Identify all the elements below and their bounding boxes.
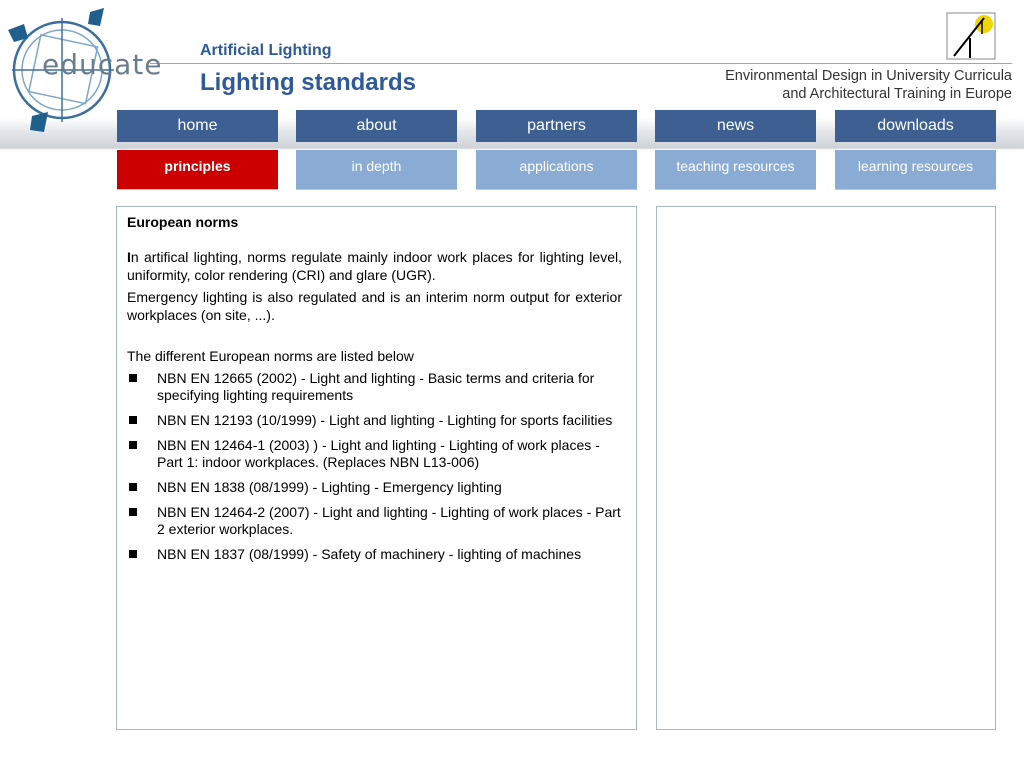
main-content-panel	[116, 206, 637, 730]
corner-logo-icon[interactable]	[946, 12, 996, 60]
intro-initial: I	[127, 249, 131, 265]
norm-text: NBN EN 1838 (08/1999) - Lighting - Emergency lighting	[157, 479, 502, 495]
side-panel	[656, 206, 996, 730]
norms-list	[127, 370, 622, 563]
list-item	[127, 479, 622, 496]
list-item	[127, 412, 622, 429]
list-item	[127, 504, 622, 538]
bullet-square-icon	[129, 374, 137, 382]
list-intro: The different European norms are listed below	[127, 348, 414, 364]
subnav-applications[interactable]: applications	[476, 150, 637, 190]
org-line-2: and Architectural Training in Europe	[782, 86, 1012, 102]
emergency-paragraph: Emergency lighting is also regulated and is an interim norm output for exterior workplaces (on site, ...).	[127, 289, 622, 323]
intro-paragraph	[127, 248, 622, 284]
list-item	[127, 546, 622, 563]
logo-text: educate	[42, 48, 163, 81]
nav-downloads[interactable]: downloads	[835, 110, 996, 142]
norm-text: NBN EN 12665 (2002) - Light and lighting - Basic terms and criteria for specifying lighting requirements	[157, 370, 595, 403]
nav-about[interactable]: about	[296, 110, 457, 142]
bullet-square-icon	[129, 550, 137, 558]
subnav-in-depth[interactable]: in depth	[296, 150, 457, 190]
subnav-principles[interactable]: principles	[117, 150, 278, 190]
header-divider	[150, 63, 1012, 64]
bullet-square-icon	[129, 416, 137, 424]
bullet-square-icon	[129, 483, 137, 491]
norm-text: NBN EN 12464-1 (2003) ) - Light and lighting - Lighting of work places - Part 1: indoor workplaces. (Replaces NBN L13-006)	[157, 437, 600, 470]
norm-text: NBN EN 1837 (08/1999) - Safety of machinery - lighting of machines	[157, 546, 582, 562]
subnav-learning-resources[interactable]: learning resources	[835, 150, 996, 190]
norm-text: NBN EN 12464-2 (2007) - Light and lighting - Lighting of work places - Part 2 exterior workplaces.	[157, 504, 621, 537]
page-subtitle: Artificial Lighting	[200, 42, 332, 59]
nav-home[interactable]: home	[117, 110, 278, 142]
bullet-square-icon	[129, 508, 137, 516]
list-item	[127, 437, 622, 471]
bullet-square-icon	[129, 441, 137, 449]
page-title: Lighting standards	[200, 69, 416, 96]
norm-text: NBN EN 12193 (10/1999) - Light and lighting - Lighting for sports facilities	[157, 412, 613, 428]
subnav-teaching-resources[interactable]: teaching resources	[655, 150, 816, 190]
nav-news[interactable]: news	[655, 110, 816, 142]
nav-partners[interactable]: partners	[476, 110, 637, 142]
org-line-1: Environmental Design in University Curricula	[725, 68, 1012, 84]
list-item	[127, 370, 622, 404]
intro-paragraph-text: n artifical lighting, norms regulate mainly indoor work places for lighting level, uniformity, color rendering (CRI) and glare (UGR).	[127, 249, 622, 283]
organization-caption	[725, 67, 1012, 103]
section-heading: European norms	[127, 214, 239, 230]
